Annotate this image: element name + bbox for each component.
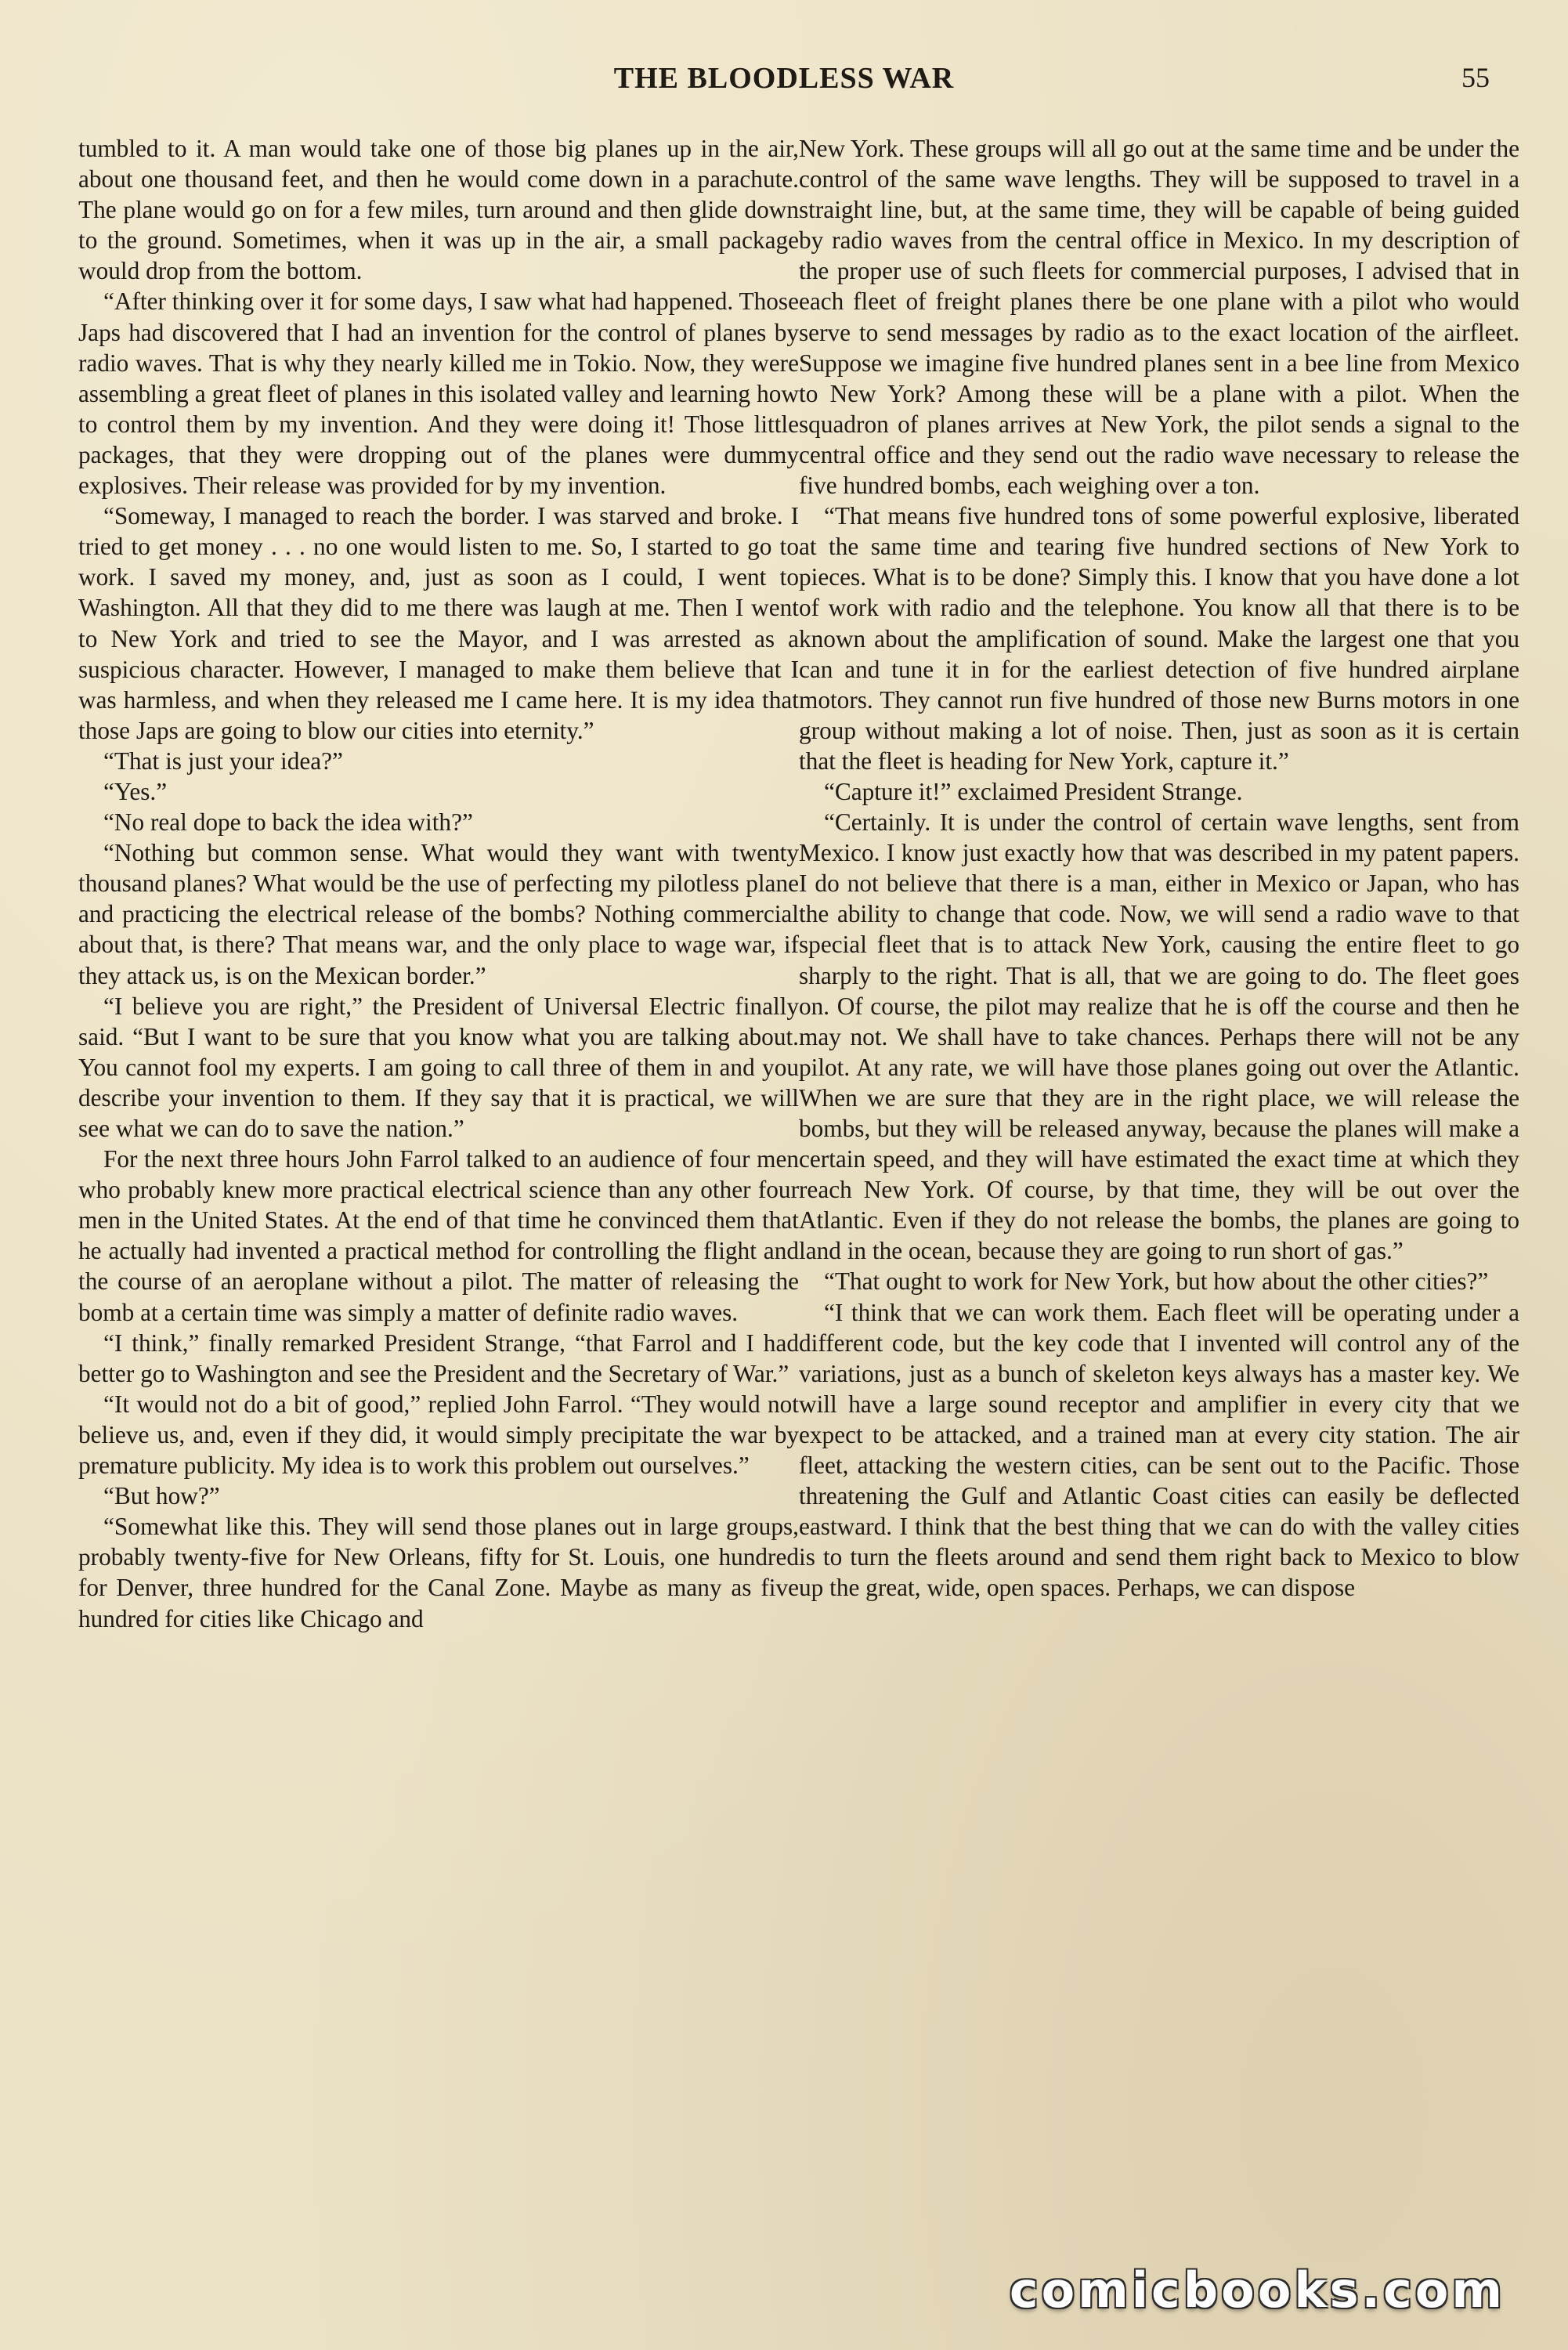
page-header [70,61,1498,108]
paragraph: New York. These groups will all go out at the same time and be under the control of the same wave lengths. They will be supposed to travel in a straight line, but, at the same time, they will be capable of being guided by radio waves from the central office in Mexico. In my description of the proper use of such fleets for commercial purposes, I advised that in each fleet of freight planes there be one plane with a pilot who would serve to send messages by radio as to the exact location of the airfleet. Suppose we imagine five hundred planes sent in a bee line from Mexico to New York? Among these will be a plane with a pilot. When the squadron of planes arrives at New York, the pilot sends a signal to the central office and they send out the radio wave necessary to release the five hundred bombs, each weighing over a ton. [799,135,1519,500]
paragraph: “After thinking over it for some days, I saw what had happened. Those Japs had discovered that I had an invention for the control of planes by radio waves. That is why they nearly killed me in Tokio. Now, they were assembling a great fleet of planes in this isolated valley and learning how to control them by my invention. And they were doing it! Those little packages, that they were dropping out of the planes were dummy explosives. Their release was provided for by my invention. [78,287,799,500]
paragraph: For the next three hours John Farrol talked to an audience of four men who probably knew more practical electrical science than any other four men in the United States. At the end of that time he convinced them that he actually had invented a practical method for controlling the flight and the course of an aeroplane without a pilot. The matter of releasing the bomb at a certain time was simply a matter of definite radio waves. [78,1145,799,1326]
paragraph: “I believe you are right,” the President of Universal Electric finally said. “But I want to be sure that you know what you are talking about. You cannot fool my experts. I am going to call three of them in and you describe your invention to them. If they say that it is practical, we will see what we can do to save the nation.” [78,992,799,1142]
paragraph: “I think,” finally remarked President Strange, “that Farrol and I had better go to Washington and see the President and the Secretary of War.” [78,1329,799,1387]
paragraph: “It would not do a bit of good,” replied John Farrol. “They would not believe us, and, even if they did, it would simply precipitate the war by premature publicity. My idea is to work this problem out ourselves.” [78,1390,799,1480]
paragraph: “I think that we can work them. Each fleet will be operating under a different code, but the key code that I invented will control any of the variations, just as a bunch of skeleton keys always has a master key. We will have a large sound receptor and amplifier in every city that we expect to be attacked, and a trained man at every city station. The air fleet, attacking the western cities, can be sent out to the Pacific. Those threatening the Gulf and Atlantic Coast cities can easily be deflected eastward. I think that the best thing that we can do with the valley cities is to turn the fleets around and send them right back to Mexico to blow up the great, wide, open spaces. Perhaps, we can dispose [799,1298,1519,1602]
paragraph: “No real dope to back the idea with?” [103,808,473,837]
paragraph: “That means five hundred tons of some powerful explosive, liberated at the same time and tearing five hundred sections of New York to pieces. What is to be done? Simply this. I know that you have done a lot of work with radio and the telephone. You know all that there is to be known about the amplification of sound. Make the largest one that you can and tune it in for the earliest detection of five hundred airplane motors. They cannot run five hundred of those new Burns motors in one group without making a lot of noise. Then, just as soon as it is certain that the fleet is heading for New York, capture it.” [799,502,1519,775]
paragraph: “Somewhat like this. They will send those planes out in large groups, probably twenty-five for New Orleans, fifty for St. Louis, one hundred for Denver, three hundred for the Canal Zone. Maybe as many as five hundred for cities like Chicago and [78,1513,799,1632]
paragraph: “That ought to work for New York, but how about the other cities?” [824,1267,1489,1296]
paragraph: tumbled to it. A man would take one of those big planes up in the air, about one thousand feet, and then he would come down in a parachute. The plane would go on for a few miles, turn around and then glide down to the ground. Sometimes, when it was up in the air, a small package would drop from the bottom. [78,135,799,285]
watermark-logo: comicbooks.com [1009,2261,1505,2319]
paragraph: “Someway, I managed to reach the border. I was starved and broke. I tried to get money . . . no one would listen to me. So, I started to go to work. I saved my money, and, just as soon as I could, I went to Washington. All that they did to me there was laugh at me. Then I went to New York and tried to see the Mayor, and I was arrested as a suspicious character. However, I managed to make them believe that I was harmless, and when they released me I came here. It is my idea that those Japs are going to blow our cities into eternity.” [78,502,799,744]
paragraph: “Capture it!” exclaimed President Strange. [824,777,1243,805]
right-column [799,133,1519,1603]
paragraph: “Nothing but common sense. What would they want with twenty thousand planes? What would be the use of perfecting my pilotless plane and practicing the electrical release of the bombs? Nothing commercial about that, is there? That means war, and the only place to wage war, if they attack us, is on the Mexican border.” [78,839,799,989]
page-number: 55 [1461,62,1490,93]
paragraph: “That is just your idea?” [103,747,343,775]
paragraph: “Certainly. It is under the control of certain wave lengths, sent from Mexico. I know just exactly how that was described in my patent papers. I do not believe that there is a man, either in Mexico or Japan, who has the ability to change that code. Now, we will send a radio wave to that special fleet that is to attack New York, causing the entire fleet to go sharply to the right. That is all, that we are going to do. The fleet goes on. Of course, the pilot may realize that he is off the course and then he may not. We shall have to take chances. Perhaps there will not be any pilot. At any rate, we will have those planes going out over the Atlantic. When we are sure that they are in the right place, we will release the bombs, but they will be released anyway, because the planes will make a certain speed, and they will have estimated the exact time at which they reach New York. Of course, by that time, they will be out over the Atlantic. Even if they do not release the bombs, the planes are going to land in the ocean, because they are going to run short of gas.” [799,808,1519,1265]
left-column [78,133,799,1634]
paragraph: “But how?” [103,1482,220,1510]
paragraph: “Yes.” [103,777,168,805]
running-title: THE BLOODLESS WAR [613,62,955,95]
